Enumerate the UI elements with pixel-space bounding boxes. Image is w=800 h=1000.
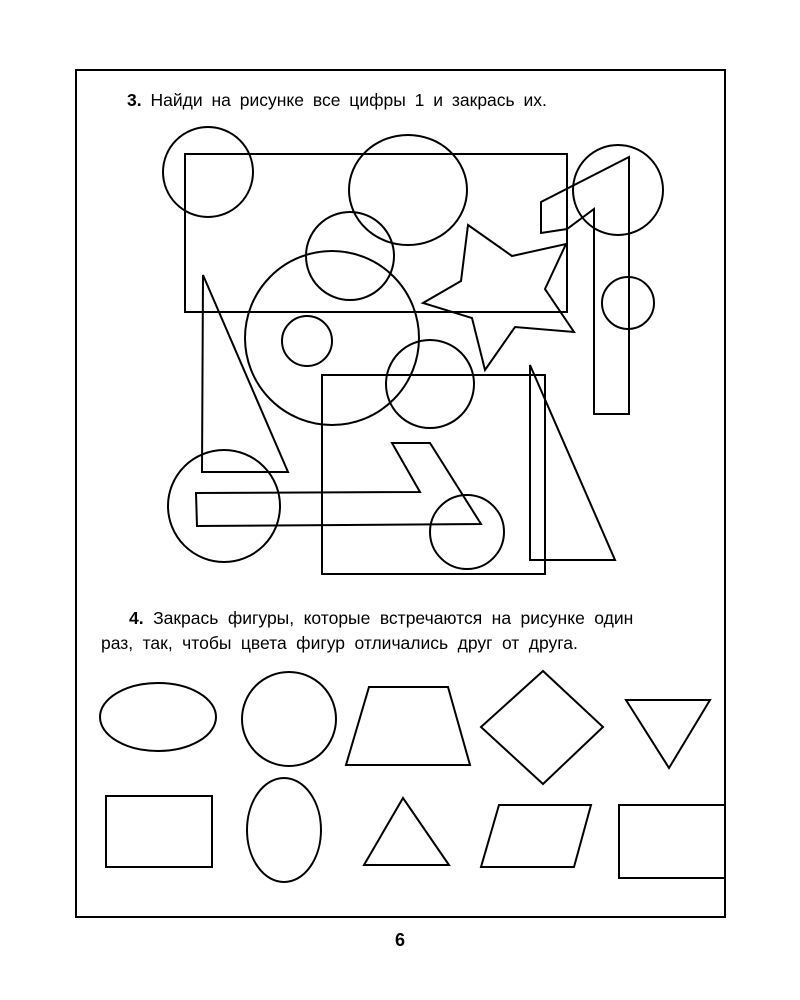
shape-trapezoid [346,687,470,765]
shape-parallelogram [481,805,591,867]
shape-circle [242,672,336,766]
task-3-text: Найди на рисунке все цифры 1 и закрась их. [150,90,547,110]
shape-rectangle-left [106,796,212,867]
shape-triangle-down [626,700,710,768]
shape-oval-horizontal [100,683,216,751]
task-4-number: 4. [129,608,144,628]
shape-triangle-up [364,798,449,865]
shape-rhombus [481,671,603,784]
page-number: 6 [394,930,405,950]
shape-oval-vertical [247,778,321,882]
task-4-instruction-line-2: раз, так, чтобы цвета фигур отличались друг от друга. [101,633,578,653]
task-3-number: 3. [127,90,142,110]
shape-rectangle-right [619,805,725,878]
task-4-text-line-1: Закрась фигуры, которые встречаются на рисунке один [153,608,634,628]
